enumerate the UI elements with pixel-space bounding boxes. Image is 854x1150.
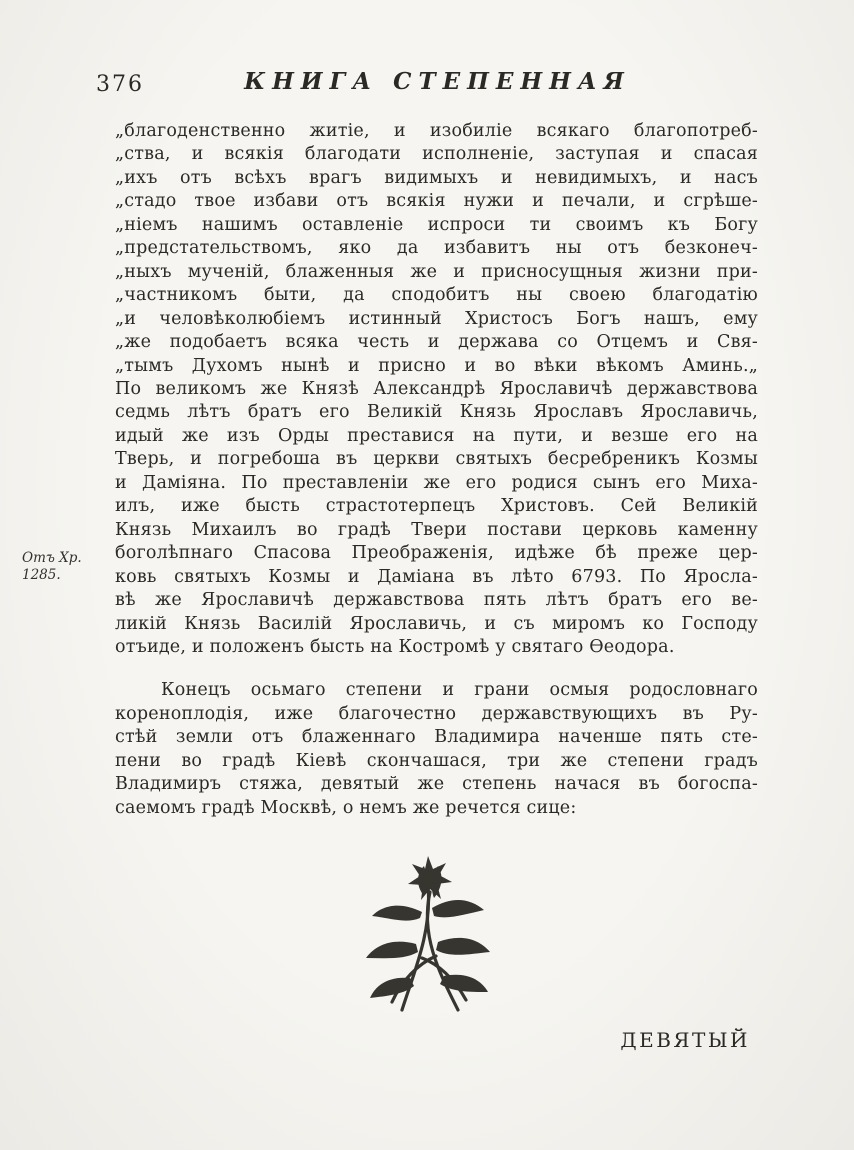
paragraph-1 — [115, 120, 758, 659]
text-line: стѣй земли отъ блаженнаго Владимира наченше пять сте- — [115, 727, 758, 748]
page-number: 376 — [96, 72, 144, 97]
margin-note-line: Отъ Хр. — [22, 550, 82, 566]
catchword: ДЕВЯТЫЙ — [620, 1028, 750, 1052]
body-text — [115, 120, 758, 820]
margin-note — [22, 550, 102, 584]
text-line: Тверь, и погребоша въ церкви святыхъ бесребреникъ Козмы — [115, 449, 758, 470]
paragraph-2-lines — [115, 703, 758, 820]
text-line: кореноплодія, иже благочестно державствующихъ въ Ру- — [115, 703, 758, 724]
text-line: ликій Князь Василій Ярославичь, и съ миромъ ко Господу — [115, 613, 758, 634]
text-line: Владимиръ стяжа, девятый же степень начася въ богоспа- — [115, 774, 758, 795]
text-line: седмь лѣтъ братъ его Великій Князь Ярославъ Ярославичь, — [115, 402, 758, 423]
ornament-container — [0, 852, 854, 1017]
page-header — [0, 66, 854, 106]
text-line: саемомъ градѣ Москвѣ, о немъ же речется сице: — [115, 797, 577, 818]
floral-ornament-icon — [332, 852, 522, 1017]
text-line: пени во градѣ Кіевѣ скончашася, три же степени градъ — [115, 750, 758, 771]
text-line: „тымъ Духомъ нынѣ и присно и во вѣки вѣкомъ Аминь.„ — [115, 355, 758, 376]
text-line: отъиде, и положенъ бысть на Костромѣ у святаго Ѳеодора. — [115, 636, 675, 657]
text-line: „ства, и всякія благодати исполненіе, заступая и спасая — [115, 144, 758, 165]
text-line: „же подобаетъ всяка честь и держава со Отцемъ и Свя- — [115, 332, 758, 353]
running-title: КНИГА СТЕПЕННАЯ — [244, 68, 631, 95]
text-line: Конецъ осьмаго степени и грани осмыя родословнаго — [161, 680, 758, 701]
margin-note-line: 1285. — [22, 567, 61, 583]
text-line: „ніемъ нашимъ оставленіе испроси ти своимъ къ Богу — [115, 214, 758, 235]
text-line: „ныхъ мученій, блаженныя же и присносущныя жизни при- — [115, 261, 758, 282]
text-line: вѣ же Ярославичѣ державствова пять лѣтъ братъ его ве- — [115, 590, 758, 611]
paragraph-2 — [115, 679, 758, 820]
text-line: и Даміяна. По преставленіи же его родися сынъ его Миха- — [115, 472, 758, 493]
text-line: боголѣпнаго Спасова Преображенія, идѣже бѣ преже цер- — [115, 543, 758, 564]
text-line: „и человѣколюбіемъ истинный Христосъ Богъ нашъ, ему — [115, 308, 758, 329]
text-line: „предстательствомъ, яко да избавитъ ны отъ безконеч- — [115, 238, 758, 259]
text-line: ковь святыхъ Козмы и Даміана въ лѣто 6793. По Яросла- — [115, 566, 758, 587]
text-line: „благоденственно житіе, и изобиліе всякаго благопотреб- — [115, 121, 758, 141]
text-line: „стадо твое избави отъ всякія нужи и печали, и сгрѣше- — [115, 191, 758, 212]
text-line: „частникомъ быти, да сподобитъ ны своею благодатію — [115, 285, 758, 306]
text-line: Князь Михаилъ во градѣ Твери постави церковь каменну — [115, 519, 758, 540]
text-line: „ихъ отъ всѣхъ врагъ видимыхъ и невидимыхъ, и насъ — [115, 167, 758, 188]
text-line: илъ, иже бысть страстотерпецъ Христовъ. Сей Великій — [115, 496, 758, 517]
text-line: По великомъ же Князѣ Александрѣ Ярославичѣ державствова — [115, 378, 758, 399]
text-line: идый же изъ Орды преставися на пути, и везше его на — [115, 425, 758, 446]
